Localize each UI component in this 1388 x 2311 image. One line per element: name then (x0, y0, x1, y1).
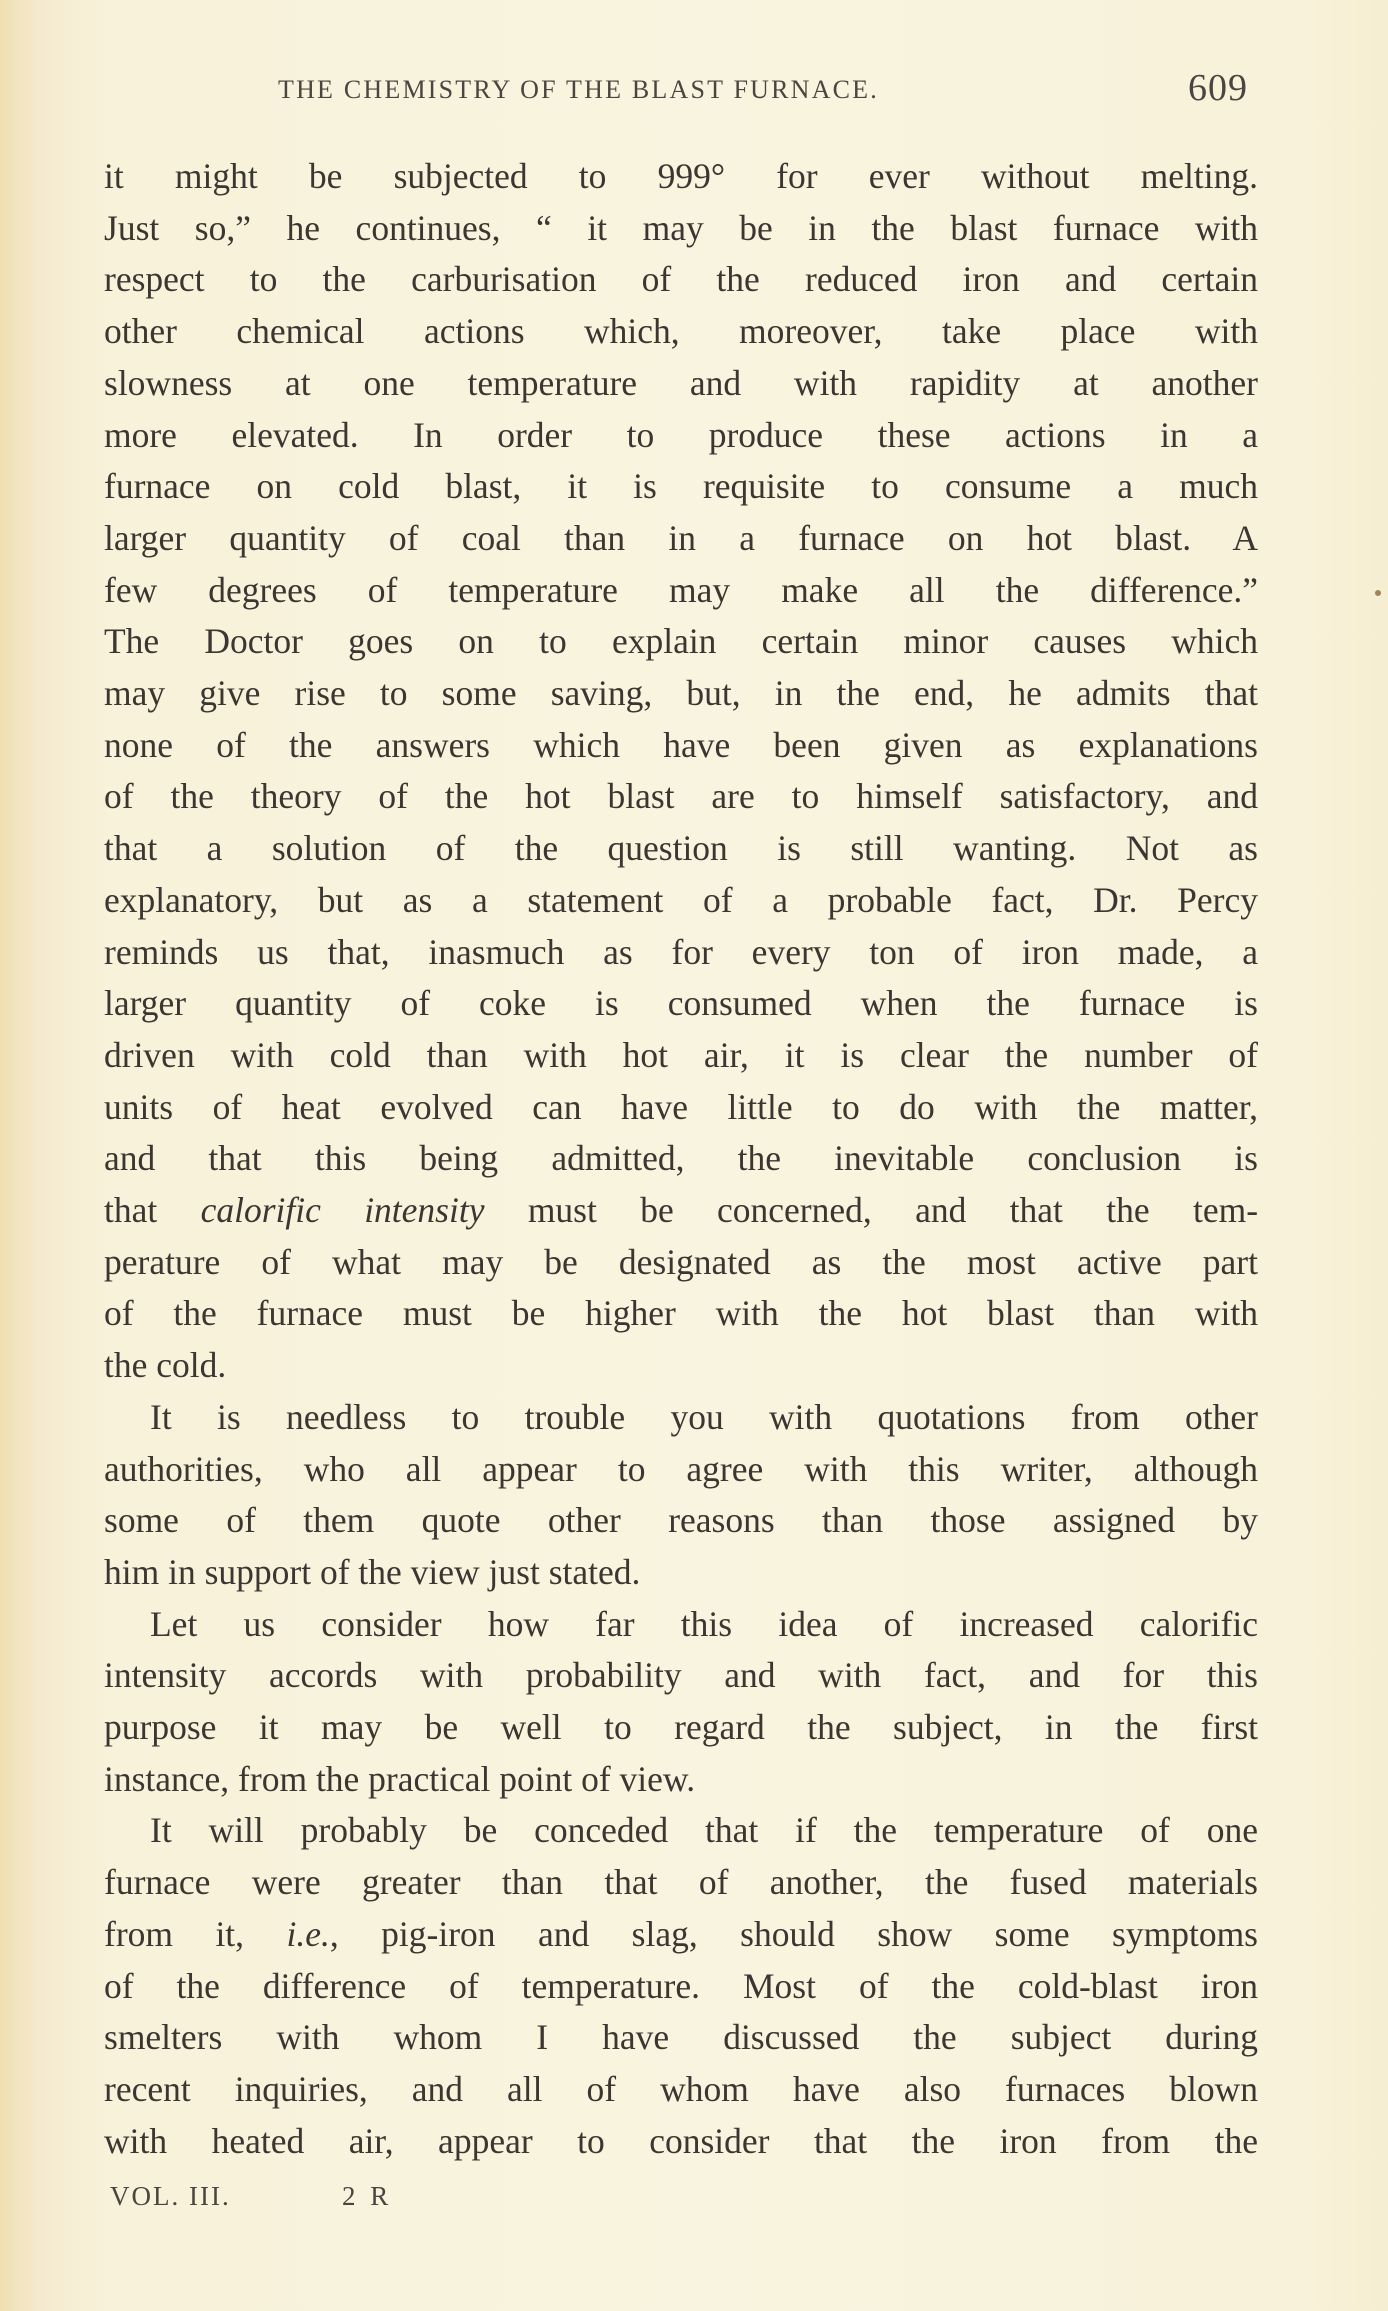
paper-speck (1375, 590, 1381, 596)
text-line: respect to the carburisation of the reduced iron and certain (104, 259, 1258, 300)
paragraph-start-line: It will probably be conceded that if the temperature of one (150, 1810, 1258, 1851)
footer-signature-mark: 2 R (342, 2181, 393, 2211)
text-line: furnace were greater than that of another, the fused materials (104, 1862, 1258, 1903)
text-line: driven with cold than with hot air, it is clear the number of (104, 1034, 1258, 1075)
text-line: intensity accords with probability and with fact, and for this (104, 1655, 1258, 1696)
text-line: of the difference of temperature. Most of the cold-blast iron (104, 1965, 1258, 2006)
text-line: few degrees of temperature may make all the difference.” (104, 569, 1258, 610)
text-line: purpose it may be well to regard the subject, in the first (104, 1707, 1258, 1747)
italic-term-ie: i.e. (286, 1913, 330, 1954)
running-head-title: THE CHEMISTRY OF THE BLAST FURNACE. (278, 75, 879, 104)
text-line: The Doctor goes on to explain certain minor causes which (104, 621, 1258, 662)
text-line: larger quantity of coal than in a furnace on hot blast. A (104, 517, 1258, 558)
text-line: recent inquiries, and all of whom have also furnaces blown (104, 2068, 1258, 2109)
text-line: smelters with whom I have discussed the subject during (104, 2017, 1258, 2058)
text-line: perature of what may be designated as the most active part (104, 1241, 1258, 1282)
text-line: may give rise to some saving, but, in the end, he admits that (104, 673, 1258, 713)
text-line: and that this being admitted, the inevitable conclusion is (104, 1138, 1258, 1179)
paragraph-end-line: him in support of the view just stated. (104, 1551, 641, 1592)
text-line: Just so,” he continues, “ it may be in the blast furnace with (104, 207, 1258, 248)
text-line: of the theory of the hot blast are to himself satisfactory, and (104, 776, 1258, 817)
text-line: larger quantity of coke is consumed when the furnace is (104, 983, 1258, 1024)
text-line: other chemical actions which, moreover, take place with (104, 311, 1258, 352)
text-line: authorities, who all appear to agree with this writer, although (104, 1448, 1258, 1489)
text-line: reminds us that, inasmuch as for every ton of iron made, a (104, 931, 1258, 972)
paragraph-start-line: Let us consider how far this idea of increased calorific (150, 1603, 1258, 1644)
paragraph-end-line: instance, from the practical point of view. (104, 1758, 696, 1799)
text-run: must be concerned, and that the tem- (484, 1190, 1259, 1230)
text-line: that a solution of the question is still wanting. Not as (104, 828, 1258, 869)
text-line-with-italic (104, 1908, 1258, 1960)
text-run: that (104, 1190, 201, 1230)
footer-volume: VOL. III. (110, 2181, 231, 2211)
paragraph-start-line: It is needless to trouble you with quotations from other (150, 1396, 1258, 1437)
page-number: 609 (1188, 67, 1248, 109)
italic-term-calorific-intensity: calorific intensity (200, 1190, 485, 1230)
text-line-with-italic (104, 1184, 1258, 1236)
text-line: of the furnace must be higher with the hot blast than with (104, 1293, 1258, 1334)
text-run: , pig-iron and slag, should show some symptoms (329, 1913, 1258, 1954)
text-line: units of heat evolved can have little to do with the matter, (104, 1086, 1258, 1127)
text-line: with heated air, appear to consider that the iron from the (104, 2120, 1258, 2161)
text-line: it might be subjected to 999° for ever without melting. (104, 156, 1258, 196)
paragraph-end-line: the cold. (104, 1345, 227, 1386)
text-line: explanatory, but as a statement of a probable fact, Dr. Percy (104, 879, 1258, 920)
text-line: none of the answers which have been given as explanations (104, 724, 1258, 765)
text-run: from it, (104, 1913, 287, 1954)
text-line: slowness at one temperature and with rapidity at another (104, 362, 1258, 403)
text-line: furnace on cold blast, it is requisite to consume a much (104, 466, 1258, 507)
text-line: some of them quote other reasons than those assigned by (104, 1500, 1258, 1541)
text-line: more elevated. In order to produce these actions in a (104, 414, 1258, 455)
